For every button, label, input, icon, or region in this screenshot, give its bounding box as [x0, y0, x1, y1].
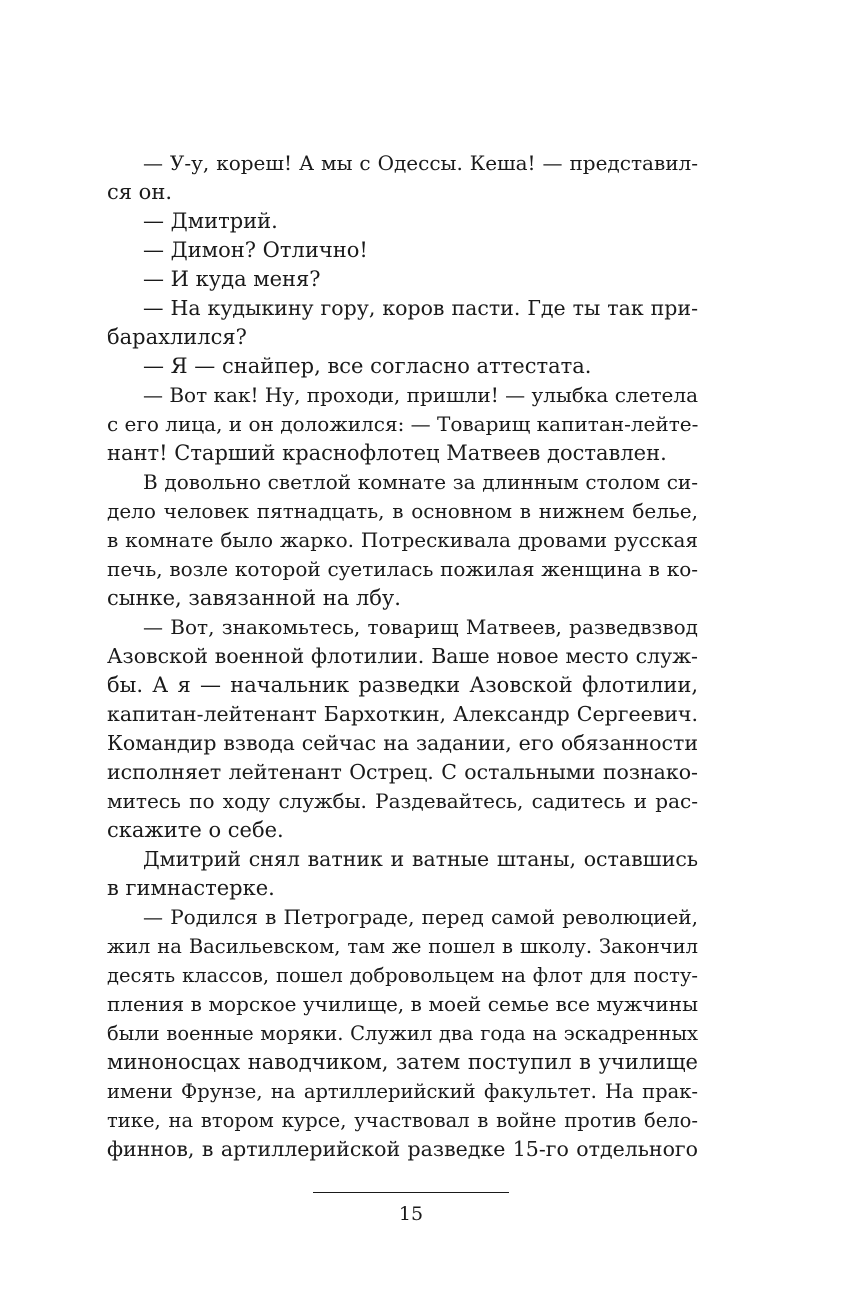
text-line: Дмитрий снял ватник и ватные штаны, оставшись	[143, 847, 698, 871]
text-line: имени Фрунзе, на артиллерийский факультет. На прак-	[107, 1080, 698, 1103]
page-body	[107, 149, 698, 1164]
text-line: — У-у, кореш! А мы с Одессы. Кеша! — представил-	[143, 151, 698, 175]
text-line: — Дмитрий.	[143, 209, 278, 233]
text-line: тике, на втором курсе, участвовал в войне против бело-	[107, 1109, 698, 1132]
text-line: В довольно светлой комнате за длинным столом си-	[143, 470, 698, 494]
text-line: исполняет лейтенант Острец. С остальными познако-	[107, 760, 698, 784]
text-line: — На кудыкину гору, коров пасти. Где ты так при-	[143, 296, 698, 320]
text-line: дело человек пятнадцать, в основном в нижнем белье,	[107, 499, 698, 523]
text-line: — Родился в Петрограде, перед самой революцией,	[143, 905, 698, 929]
text-line: в гимнастерке.	[107, 876, 275, 900]
text-line: пления в морское училище, в моей семье все мужчины	[107, 992, 698, 1016]
text-line: миноносцах наводчиком, затем поступил в училище	[107, 1050, 698, 1074]
text-line: капитан-лейтенант Бархоткин, Александр Сергеевич.	[107, 702, 698, 726]
text-line: ся он.	[107, 180, 172, 204]
text-line: скажите о себе.	[107, 818, 284, 842]
text-line: Командир взвода сейчас на задании, его обязанности	[107, 731, 698, 755]
text-line: бы. А я — начальник разведки Азовской флотилии,	[107, 673, 698, 697]
text-line: с его лица, и он доложился: — Товарищ капитан-лейте-	[107, 412, 699, 436]
page-number: 15	[398, 1203, 424, 1225]
text-line: — Вот, знакомьтесь, товарищ Матвеев, разведвзвод	[143, 615, 698, 639]
text-line: — И куда меня?	[143, 267, 321, 291]
text-line: были военные моряки. Служил два года на эскадренных	[107, 1022, 698, 1045]
text-line: в комнате было жарко. Потрескивала дровами русская	[107, 528, 698, 552]
footer-rule	[313, 1192, 509, 1193]
text-line: — Я — снайпер, все согласно аттестата.	[143, 354, 592, 378]
text-line: Азовской военной флотилии. Ваше новое место служ-	[107, 644, 698, 668]
text-line: — Димон? Отлично!	[143, 238, 368, 262]
text-line: десять классов, пошел добровольцем на флот для посту-	[107, 964, 698, 987]
text-line: барахлился?	[107, 325, 247, 349]
text-line: нант! Старший краснофлотец Матвеев доставлен.	[107, 441, 667, 465]
text-line: жил на Васильевском, там же пошел в школу. Закончил	[107, 935, 698, 958]
text-line: сынке, завязанной на лбу.	[107, 586, 401, 610]
text-line: финнов, в артиллерийской разведке 15-го отдельного	[107, 1137, 698, 1161]
text-line: митесь по ходу службы. Раздевайтесь, садитесь и рас-	[107, 789, 698, 813]
text-line: — Вот как! Ну, проходи, пришли! — улыбка слетела	[143, 383, 698, 407]
text-line: печь, возле которой суетилась пожилая женщина в ко-	[107, 557, 698, 581]
